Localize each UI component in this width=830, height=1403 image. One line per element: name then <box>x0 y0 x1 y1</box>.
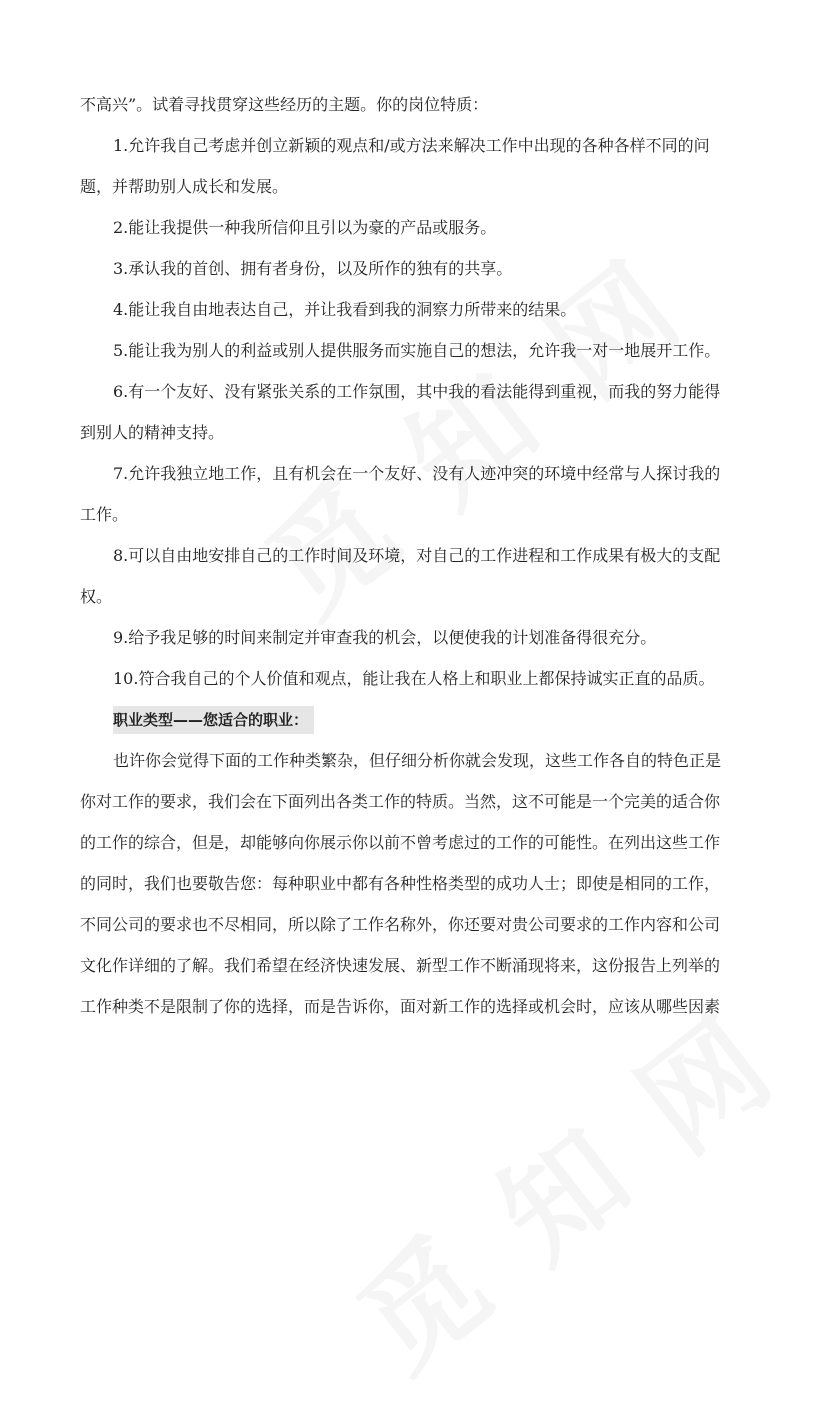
intro-line: 不高兴”。试着寻找贯穿这些经历的主题。你的岗位特质： <box>80 95 489 114</box>
paragraph-line-2: 你对工作的要求，我们会在下面列出各类工作的特质。当然，这不可能是一个完美的适合你 <box>80 792 721 811</box>
list-item-3: 3.承认我的首创、拥有者身份，以及所作的独有的共享。 <box>113 259 513 278</box>
paragraph-line-1: 也许你会觉得下面的工作种类繁杂，但仔细分析你就会发现，这些工作各自的特色正是 <box>113 751 722 770</box>
list-item-6-line-2: 到别人的精神支持。 <box>80 423 225 442</box>
list-item-8-line-1: 8.可以自由地安排自己的工作时间及环境，对自己的工作进程和工作成果有极大的支配 <box>113 546 721 565</box>
list-item-2: 2.能让我提供一种我所信仰且引以为豪的产品或服务。 <box>113 218 497 237</box>
paragraph-line-4: 的同时，我们也要敬告您：每种职业中都有各种性格类型的成功人士；即使是相同的工作， <box>80 874 721 893</box>
list-item-7-line-2: 工作。 <box>80 505 129 524</box>
section-heading-row <box>80 699 752 740</box>
document-body <box>80 84 752 1027</box>
paragraph-line-7: 工作种类不是限制了你的选择，而是告诉你，面对新工作的选择或机会时，应该从哪些因素 <box>80 997 721 1016</box>
section-heading: 职业类型——您适合的职业： <box>113 706 314 734</box>
paragraph-line-5: 不同公司的要求也不尽相同，所以除了工作名称外，你还要对贵公司要求的工作内容和公司 <box>80 915 721 934</box>
list-item-6-line-1: 6.有一个友好、没有紧张关系的工作氛围，其中我的看法能得到重视，而我的努力能得 <box>113 382 721 401</box>
list-item-10: 10.符合我自己的个人价值和观点，能让我在人格上和职业上都保持诚实正直的品质。 <box>113 669 715 688</box>
list-item-1-line-1: 1.允许我自己考虑并创立新颖的观点和/或方法来解决工作中出现的各种各样不同的问 <box>113 136 710 155</box>
list-item-8-line-2: 权。 <box>80 587 113 606</box>
list-item-1-line-2: 题，并帮助别人成长和发展。 <box>80 177 289 196</box>
list-item-9: 9.给予我足够的时间来制定并审查我的机会，以便使我的计划准备得很充分。 <box>113 628 657 647</box>
paragraph-line-6: 文化作详细的了解。我们希望在经济快速发展、新型工作不断涌现将来，这份报告上列举的 <box>80 956 721 975</box>
list-item-7-line-1: 7.允许我独立地工作，且有机会在一个友好、没有人迹冲突的环境中经常与人探讨我的 <box>113 464 721 483</box>
paragraph-line-3: 的工作的综合，但是，却能够向你展示你以前不曾考虑过的工作的可能性。在列出这些工作 <box>80 833 721 852</box>
watermark <box>318 969 805 1402</box>
list-item-4: 4.能让我自由地表达自己，并让我看到我的洞察力所带来的结果。 <box>113 300 577 319</box>
list-item-5: 5.能让我为别人的利益或别人提供服务而实施自己的想法，允许我一对一地展开工作。 <box>113 341 721 360</box>
